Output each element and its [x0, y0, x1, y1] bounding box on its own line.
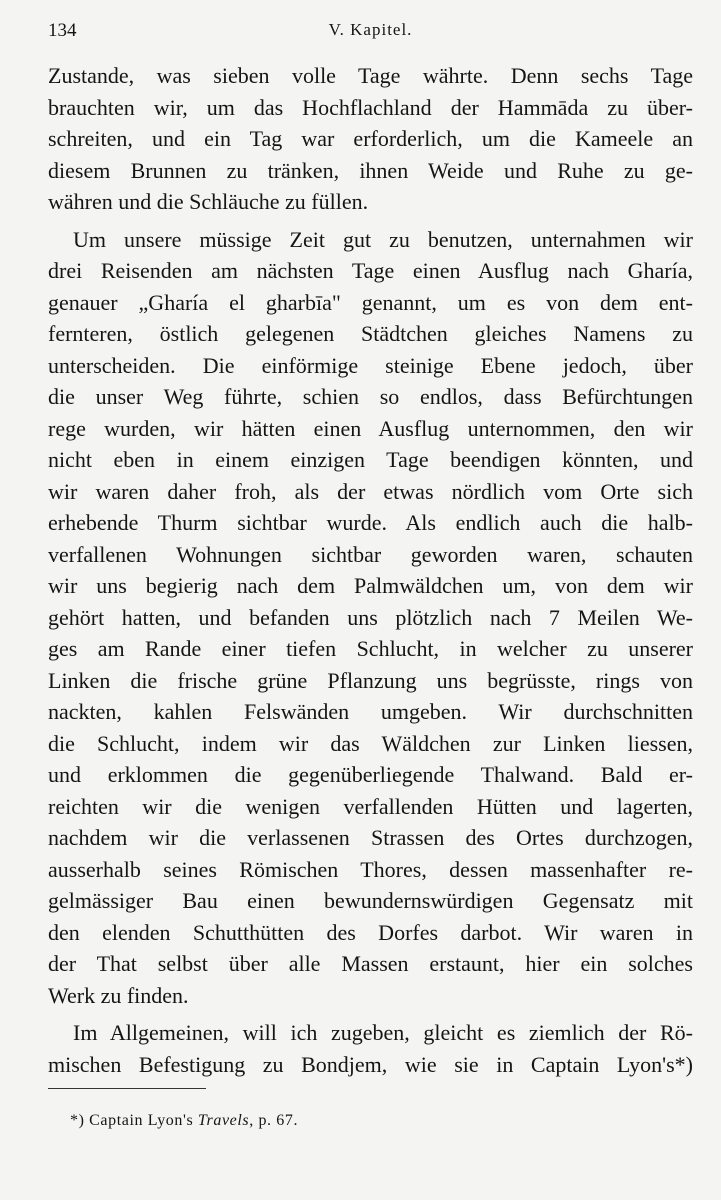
text-line: nackten, kahlen Felswänden umgeben. Wir durchschnitten: [48, 699, 693, 724]
text-line: schreiten, und ein Tag war erforderlich, um die Kameele an: [48, 126, 693, 151]
text-line: Zustande, was sieben volle Tage währte. Denn sechs Tage: [48, 63, 693, 88]
text-line: mischen Befestigung zu Bondjem, wie sie in Captain Lyon's*): [48, 1051, 693, 1077]
page-header: [48, 18, 693, 48]
page-number: 134: [48, 20, 77, 41]
text-line: gehört hatten, und befanden uns plötzlich nach 7 Meilen We-: [48, 604, 693, 630]
text-line: fernteren, östlich gelegenen Städtchen gleiches Namens zu: [48, 321, 693, 346]
text-line: und erklommen die gegenüberliegende Thalwand. Bald er-: [48, 762, 693, 787]
text-line: Linken die frische grüne Pflanzung uns begrüsste, rings von: [48, 667, 693, 693]
text-line: ausserhalb seines Römischen Thores, dessen massenhafter re-: [48, 856, 693, 882]
text-line: unterscheiden. Die einförmige steinige Ebene jedoch, über: [48, 352, 693, 378]
text-line: nachdem wir die verlassenen Strassen des Ortes durchzogen,: [48, 825, 693, 850]
text-line: ges am Rande einer tiefen Schlucht, in welcher zu unserer: [48, 636, 693, 661]
text-line: nicht eben in einem einzigen Tage beendigen könnten, und: [48, 447, 693, 472]
text-line: drei Reisenden am nächsten Tage einen Ausflug nach Gharía,: [48, 258, 693, 283]
text-line: wir waren daher froh, als der etwas nördlich vom Orte sich: [48, 478, 693, 504]
text-line: Um unsere müssige Zeit gut zu benutzen, unternahmen wir: [73, 226, 693, 252]
text-line: die unser Weg führte, schien so endlos, dass Befürchtungen: [48, 384, 693, 409]
text-line: Im Allgemeinen, will ich zugeben, gleicht es ziemlich der Rö-: [73, 1020, 693, 1045]
paragraph-2: [48, 224, 693, 1012]
text-line: Werk zu finden.: [48, 982, 189, 1008]
footnote-author: Captain Lyon's: [89, 1112, 194, 1129]
running-head: V. Kapitel.: [328, 20, 413, 39]
text-line: erhebende Thurm sichtbar wurde. Als endlich auch die halb-: [48, 510, 693, 535]
footnote-divider: [48, 1088, 206, 1089]
body-text: [48, 60, 693, 1080]
text-line: verfallenen Wohnungen sichtbar geworden waren, schauten: [48, 541, 693, 567]
text-line: rege wurden, wir hätten einen Ausflug unternommen, den wir: [48, 415, 693, 441]
text-line: reichten wir die wenigen verfallenden Hütten und lagerten,: [48, 793, 693, 819]
text-line: der That selbst über alle Massen erstaunt, hier ein solches: [48, 951, 693, 976]
text-line: wir uns begierig nach dem Palmwäldchen um, von dem wir: [48, 573, 693, 598]
text-line: währen und die Schläuche zu füllen.: [48, 189, 369, 214]
text-line: brauchten wir, um das Hochflachland der Hammāda zu über-: [48, 94, 693, 120]
footnote: [70, 1112, 298, 1130]
text-line: den elenden Schutthütten des Dorfes darbot. Wir waren in: [48, 919, 693, 945]
footnote-page-ref: , p. 67.: [249, 1112, 299, 1129]
footnote-work-title: Travels: [197, 1112, 250, 1129]
text-line: die Schlucht, indem wir das Wäldchen zur Linken liessen,: [48, 730, 693, 756]
text-line: genauer „Gharía el gharbīa" genannt, um es von dem ent-: [48, 289, 693, 315]
footnote-marker: *): [70, 1112, 85, 1129]
text-line: diesem Brunnen zu tränken, ihnen Weide und Ruhe zu ge-: [48, 157, 693, 183]
paragraph-1: [48, 60, 693, 218]
paragraph-3: [48, 1017, 693, 1080]
text-line: gelmässiger Bau einen bewundernswürdigen Gegensatz mit: [48, 888, 693, 913]
